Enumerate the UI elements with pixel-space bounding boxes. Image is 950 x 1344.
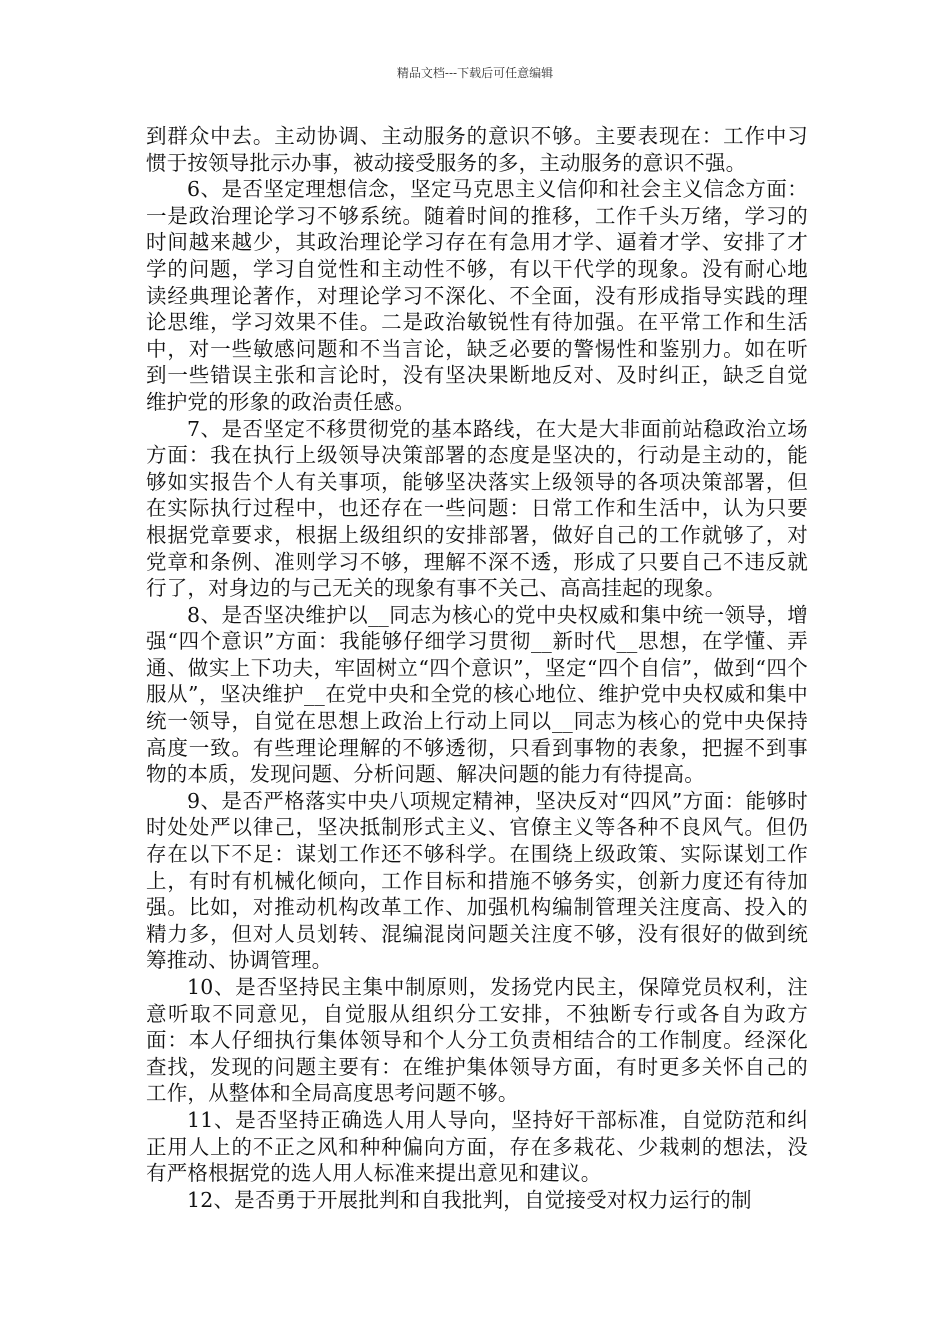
paragraph-continuation: 到群众中去。主动协调、主动服务的意识不够。主要表现在：工作中习惯于按领导批示办事，被动接受服务的多，主动服务的意识不强。: [146, 124, 808, 175]
paragraph-item-9: 9、是否严格落实中央八项规定精神，坚决反对“四风”方面：能够时时处处严以律己，坚决抵制形式主义、官僚主义等各种不良风气。但仍存在以下不足：谋划工作还不够科学。在围绕上级政策、实际谋划工作上，有时有机械化倾向，工作目标和措施不够务实，创新力度还有待加强。比如，对推动机构改革工作、加强机构编制管理关注度高、投入的精力多，但对人员划转、混编混岗问题关注度不够，没有很好的做到统筹推动、协调管理。: [146, 788, 808, 973]
page-header: 精品文档---下载后可任意编辑: [396, 66, 554, 80]
paragraph-item-7: 7、是否坚定不移贯彻党的基本路线，在大是大非面前站稳政治立场方面：我在执行上级领导决策部署的态度是坚决的，行动是主动的，能够如实报告个人有关事项，能够坚决落实上级领导的各项决策部署，但在实际执行过程中，也还存在一些问题：日常工作和生活中，认为只要根据党章要求，根据上级组织的安排部署，做好自己的工作就够了，对党章和条例、准则学习不够，理解不深不透，形成了只要自己不违反就行了，对身边的与己无关的现象有事不关己、高高挂起的现象。: [146, 416, 808, 601]
paragraph-item-10: 10、是否坚持民主集中制原则，发扬党内民主，保障党员权利，注意听取不同意见，自觉服从组织分工安排，不独断专行或各自为政方面：本人仔细执行集体领导和个人分工负责相结合的工作制度。经深化查找，发现的问题主要有：在维护集体领导方面，有时更多关怀自己的工作，从整体和全局高度思考问题不够。: [146, 975, 808, 1106]
paragraph-item-11: 11、是否坚持正确选人用人导向，坚持好干部标准，自觉防范和纠正用人上的不正之风和种种偏向方面，存在多栽花、少栽刺的想法，没有严格根据党的选人用人标准来提出意见和建议。: [146, 1107, 808, 1186]
paragraph-item-8: 8、是否坚决维护以__同志为核心的党中央权威和集中统一领导，增强“四个意识”方面：我能够仔细学习贯彻__新时代__思想，在学懂、弄通、做实上下功夫，牢固树立“四个意识”，坚定“四个自信”，做到“四个服从”，坚决维护__在党中央和全党的核心地位、维护党中央权威和集中统一领导，自觉在思想上政治上行动上同以__同志为核心的党中央保持高度一致。有些理论理解的不够透彻，只看到事物的表象，把握不到事物的本质，发现问题、分析问题、解决问题的能力有待提高。: [146, 602, 808, 787]
paragraph-item-12: 12、是否勇于开展批判和自我批判，自觉接受对权力运行的制: [187, 1187, 752, 1212]
paragraph-item-6: 6、是否坚定理想信念，坚定马克思主义信仰和社会主义信念方面：一是政治理论学习不够系统。随着时间的推移，工作千头万绪，学习的时间越来越少，其政治理论学习存在有急用才学、逼着才学、安排了才学的问题，学习自觉性和主动性不够，有以干代学的现象。没有耐心地读经典理论著作，对理论学习不深化、不全面，没有形成指导实践的理论思维，学习效果不佳。二是政治敏锐性有待加强。在平常工作和生活中，对一些敏感问题和不当言论，缺乏必要的警惕性和鉴别力。如在听到一些错误主张和言论时，没有坚决果断地反对、及时纠正，缺乏自觉维护党的形象的政治责任感。: [146, 177, 808, 414]
document-body: [146, 123, 808, 1213]
